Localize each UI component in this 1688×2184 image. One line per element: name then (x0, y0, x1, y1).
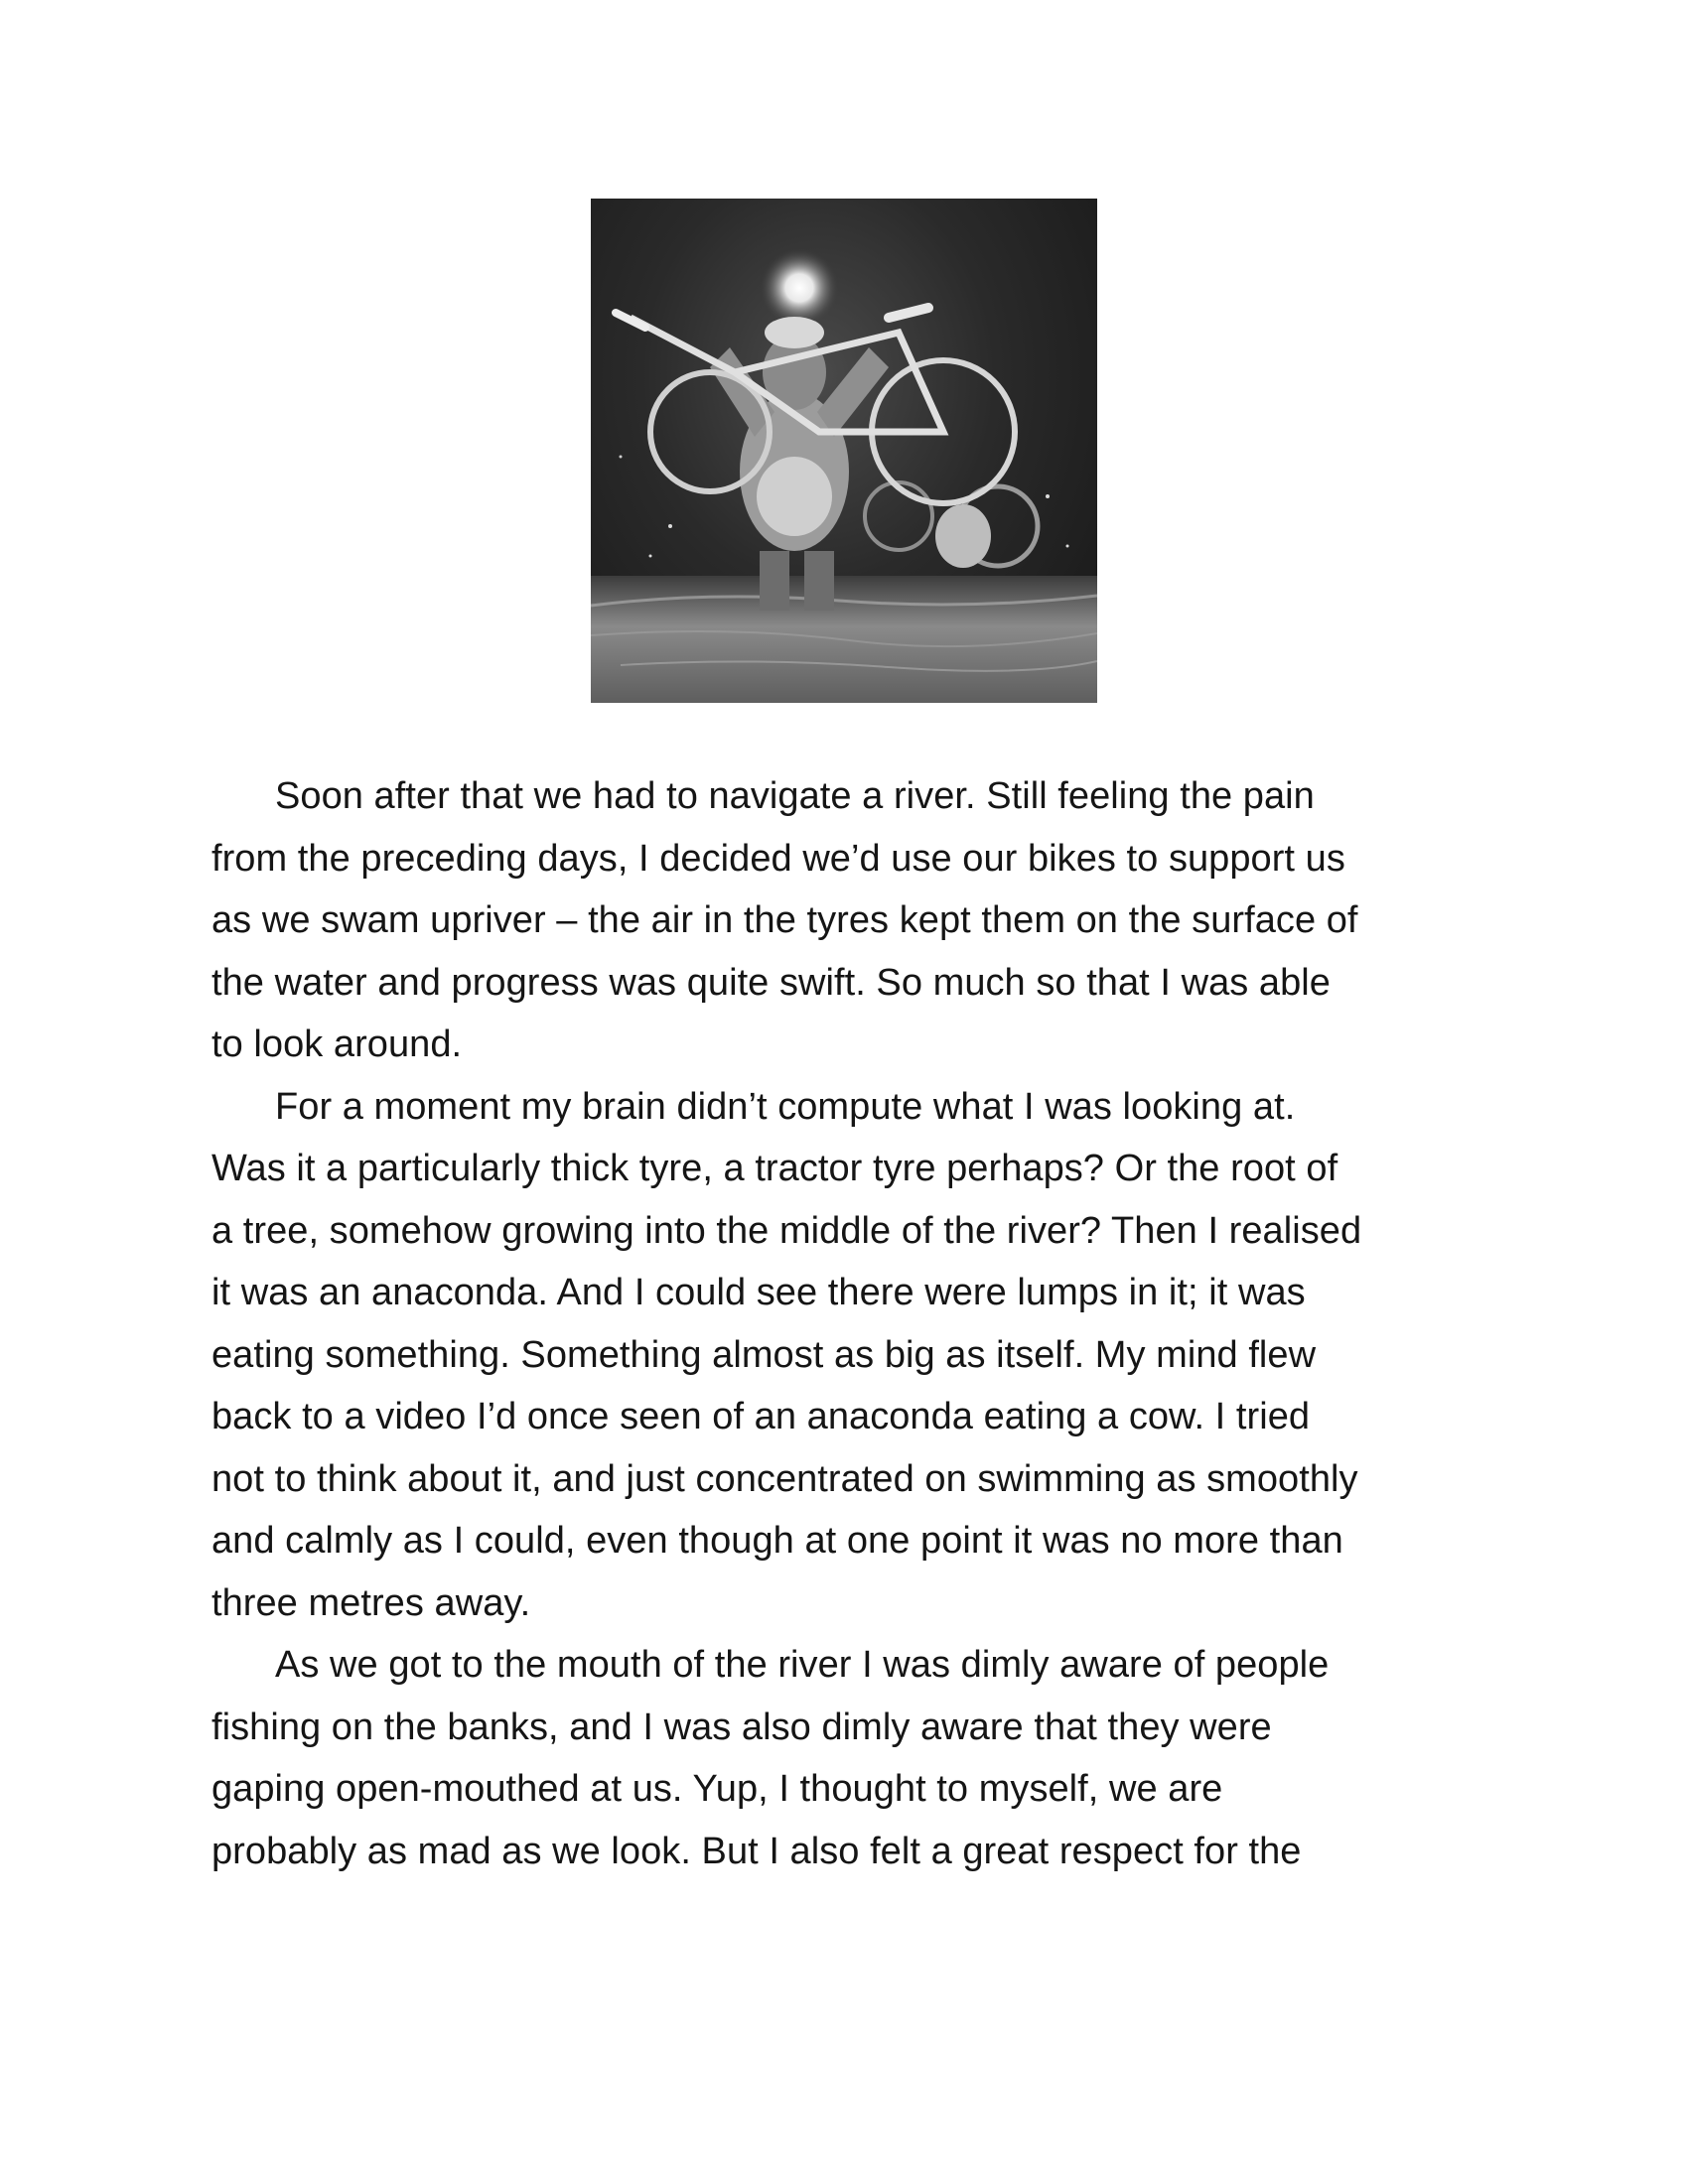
paragraph-2 (211, 1076, 1492, 1635)
text-line: a tree, somehow growing into the middle of the river? Then I realised (211, 1209, 1362, 1252)
body-text (211, 765, 1492, 1882)
text-line: from the preceding days, I decided we’d use our bikes to support us (211, 837, 1345, 880)
text-line: For a moment my brain didn’t compute what I was looking at. (275, 1085, 1296, 1128)
paragraph-1 (211, 765, 1492, 1076)
cyclist-river-photo (591, 199, 1097, 703)
text-line: three metres away. (211, 1581, 531, 1624)
text-line: to look around. (211, 1024, 463, 1065)
text-line: back to a video I’d once seen of an anaconda eating a cow. I tried (211, 1396, 1311, 1437)
text-line: fishing on the banks, and I was also dimly aware that they were (211, 1706, 1272, 1748)
text-line: probably as mad as we look. But I also felt a great respect for the (211, 1830, 1302, 1872)
text-line: it was an anaconda. And I could see there were lumps in it; it was (211, 1272, 1306, 1313)
text-line: Was it a particularly thick tyre, a tractor tyre perhaps? Or the root of (211, 1148, 1338, 1189)
text-line: not to think about it, and just concentrated on swimming as smoothly (211, 1457, 1358, 1500)
text-line: Soon after that we had to navigate a river. Still feeling the pain (275, 775, 1315, 817)
text-line: As we got to the mouth of the river I was dimly aware of people (275, 1644, 1330, 1686)
text-line: as we swam upriver – the air in the tyres kept them on the surface of (211, 899, 1358, 941)
text-line: the water and progress was quite swift. So much so that I was able (211, 961, 1331, 1004)
text-line: eating something. Something almost as big as itself. My mind flew (211, 1333, 1317, 1376)
text-line: gaping open-mouthed at us. Yup, I thought to myself, we are (211, 1768, 1223, 1810)
paragraph-3 (211, 1634, 1492, 1882)
text-line: and calmly as I could, even though at one point it was no more than (211, 1520, 1343, 1562)
